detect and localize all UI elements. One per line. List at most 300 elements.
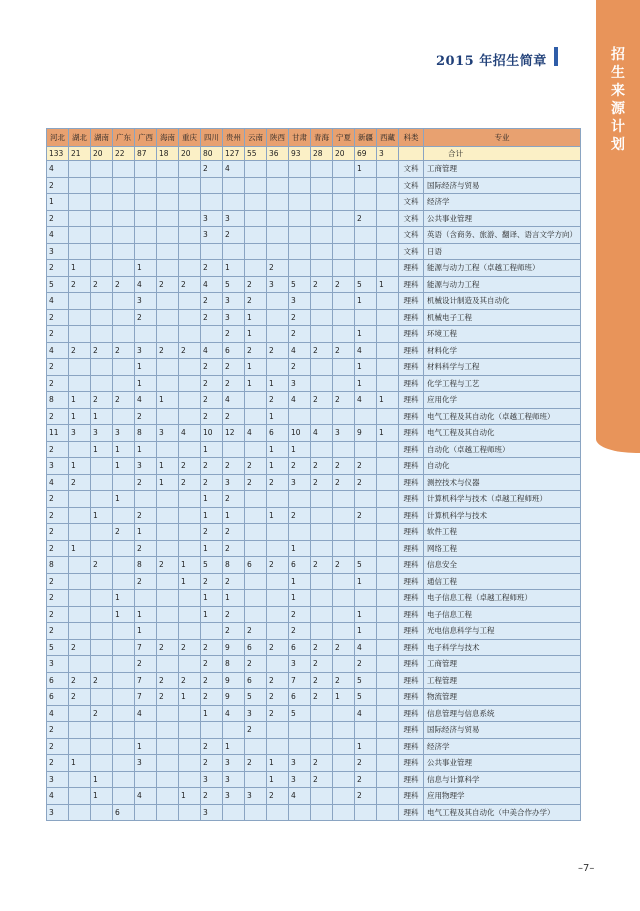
quota-cell: 2 xyxy=(157,557,179,574)
category-cell: 理科 xyxy=(399,408,424,425)
quota-cell: 2 xyxy=(91,392,113,409)
quota-cell: 1 xyxy=(135,375,157,392)
total-cell: 20 xyxy=(179,147,201,161)
quota-cell xyxy=(179,177,201,194)
quota-cell: 2 xyxy=(289,309,311,326)
quota-cell xyxy=(113,689,135,706)
column-header: 甘肃 xyxy=(289,129,311,147)
quota-cell: 2 xyxy=(91,557,113,574)
quota-cell xyxy=(377,441,399,458)
quota-cell xyxy=(91,309,113,326)
quota-cell: 9 xyxy=(223,639,245,656)
column-header: 海南 xyxy=(157,129,179,147)
table-row xyxy=(47,194,581,211)
quota-cell: 5 xyxy=(201,557,223,574)
major-cell: 物流管理 xyxy=(424,689,581,706)
quota-cell: 2 xyxy=(47,375,69,392)
quota-cell xyxy=(157,524,179,541)
quota-cell: 4 xyxy=(245,425,267,442)
quota-cell xyxy=(91,573,113,590)
quota-cell xyxy=(135,590,157,607)
quota-cell: 6 xyxy=(289,639,311,656)
quota-cell xyxy=(377,771,399,788)
table-row xyxy=(47,359,581,376)
quota-cell xyxy=(157,540,179,557)
quota-cell: 2 xyxy=(47,491,69,508)
category-cell: 文科 xyxy=(399,243,424,260)
quota-cell: 1 xyxy=(69,755,91,772)
quota-cell xyxy=(311,227,333,244)
quota-cell xyxy=(157,227,179,244)
quota-cell xyxy=(311,161,333,178)
quota-cell xyxy=(267,623,289,640)
quota-cell xyxy=(377,573,399,590)
category-cell: 理科 xyxy=(399,540,424,557)
quota-cell xyxy=(245,177,267,194)
quota-cell xyxy=(311,293,333,310)
quota-cell xyxy=(91,243,113,260)
quota-cell xyxy=(245,590,267,607)
quota-cell: 1 xyxy=(201,491,223,508)
quota-cell: 3 xyxy=(47,243,69,260)
quota-cell xyxy=(157,804,179,821)
quota-cell: 2 xyxy=(223,326,245,343)
quota-cell xyxy=(179,375,201,392)
quota-cell xyxy=(355,177,377,194)
quota-cell: 3 xyxy=(289,474,311,491)
quota-cell xyxy=(333,705,355,722)
quota-cell: 4 xyxy=(47,788,69,805)
major-cell: 自动化（卓越工程师班） xyxy=(424,441,581,458)
quota-cell: 2 xyxy=(245,458,267,475)
major-cell: 国际经济与贸易 xyxy=(424,722,581,739)
quota-cell xyxy=(377,639,399,656)
quota-cell: 2 xyxy=(267,689,289,706)
quota-cell: 4 xyxy=(47,342,69,359)
quota-cell: 5 xyxy=(245,689,267,706)
category-cell: 理科 xyxy=(399,375,424,392)
quota-cell xyxy=(179,606,201,623)
table-row xyxy=(47,722,581,739)
quota-cell xyxy=(355,194,377,211)
major-cell: 能源与动力工程 xyxy=(424,276,581,293)
quota-cell: 3 xyxy=(47,656,69,673)
quota-cell: 2 xyxy=(157,672,179,689)
quota-cell: 2 xyxy=(135,408,157,425)
quota-cell: 3 xyxy=(223,309,245,326)
quota-cell: 2 xyxy=(91,276,113,293)
quota-cell: 5 xyxy=(47,276,69,293)
quota-cell xyxy=(113,771,135,788)
table-row xyxy=(47,639,581,656)
quota-cell: 3 xyxy=(47,458,69,475)
quota-cell: 5 xyxy=(289,276,311,293)
quota-cell: 2 xyxy=(245,755,267,772)
quota-cell xyxy=(179,441,201,458)
quota-cell: 12 xyxy=(223,425,245,442)
quota-cell xyxy=(201,623,223,640)
quota-cell: 2 xyxy=(333,458,355,475)
quota-cell: 8 xyxy=(135,557,157,574)
quota-cell: 2 xyxy=(135,309,157,326)
quota-cell: 5 xyxy=(355,672,377,689)
quota-cell: 2 xyxy=(223,524,245,541)
quota-cell: 5 xyxy=(355,557,377,574)
quota-cell xyxy=(245,408,267,425)
quota-cell: 1 xyxy=(267,755,289,772)
quota-cell xyxy=(69,590,91,607)
quota-cell: 2 xyxy=(311,672,333,689)
quota-cell: 2 xyxy=(355,507,377,524)
quota-cell: 4 xyxy=(179,425,201,442)
table-row xyxy=(47,524,581,541)
quota-cell: 2 xyxy=(47,606,69,623)
major-cell: 光电信息科学与工程 xyxy=(424,623,581,640)
quota-cell xyxy=(113,788,135,805)
quota-cell xyxy=(333,573,355,590)
quota-cell xyxy=(179,738,201,755)
column-header: 湖北 xyxy=(69,129,91,147)
quota-cell xyxy=(289,260,311,277)
quota-cell xyxy=(157,590,179,607)
category-cell: 文科 xyxy=(399,177,424,194)
quota-cell xyxy=(311,623,333,640)
quota-cell: 3 xyxy=(201,227,223,244)
quota-cell xyxy=(157,738,179,755)
quota-cell xyxy=(157,194,179,211)
quota-cell xyxy=(69,507,91,524)
total-cell: 36 xyxy=(267,147,289,161)
total-cell: 3 xyxy=(377,147,399,161)
quota-cell xyxy=(91,161,113,178)
table-row xyxy=(47,342,581,359)
quota-cell xyxy=(179,392,201,409)
quota-cell: 4 xyxy=(201,276,223,293)
quota-cell: 2 xyxy=(333,474,355,491)
column-header: 云南 xyxy=(245,129,267,147)
quota-cell xyxy=(377,623,399,640)
quota-cell: 5 xyxy=(47,639,69,656)
table-row xyxy=(47,441,581,458)
quota-cell: 2 xyxy=(113,392,135,409)
quota-cell xyxy=(91,474,113,491)
quota-cell: 2 xyxy=(267,639,289,656)
quota-cell: 2 xyxy=(47,260,69,277)
quota-cell xyxy=(157,507,179,524)
quota-cell xyxy=(69,557,91,574)
quota-cell xyxy=(377,458,399,475)
major-cell: 国际经济与贸易 xyxy=(424,177,581,194)
quota-cell xyxy=(289,243,311,260)
quota-cell: 3 xyxy=(223,788,245,805)
quota-cell: 2 xyxy=(47,590,69,607)
quota-cell xyxy=(69,293,91,310)
column-header: 专业 xyxy=(424,129,581,147)
quota-cell: 3 xyxy=(201,804,223,821)
quota-cell xyxy=(113,656,135,673)
quota-cell: 1 xyxy=(69,458,91,475)
quota-cell xyxy=(333,243,355,260)
quota-cell: 4 xyxy=(47,474,69,491)
quota-cell: 3 xyxy=(245,788,267,805)
quota-cell xyxy=(135,210,157,227)
quota-cell: 2 xyxy=(201,359,223,376)
quota-cell xyxy=(157,755,179,772)
quota-cell: 2 xyxy=(311,689,333,706)
quota-cell: 2 xyxy=(47,573,69,590)
quota-cell: 1 xyxy=(355,623,377,640)
table-header-row xyxy=(47,129,581,147)
quota-cell: 2 xyxy=(311,771,333,788)
quota-cell xyxy=(333,177,355,194)
quota-cell: 4 xyxy=(289,342,311,359)
total-cell: 133 xyxy=(47,147,69,161)
quota-cell xyxy=(267,293,289,310)
quota-cell: 2 xyxy=(267,392,289,409)
quota-cell: 3 xyxy=(91,425,113,442)
quota-cell: 2 xyxy=(311,342,333,359)
category-cell: 理科 xyxy=(399,606,424,623)
quota-cell xyxy=(289,227,311,244)
quota-cell xyxy=(135,326,157,343)
quota-cell xyxy=(267,210,289,227)
quota-cell xyxy=(267,243,289,260)
quota-cell: 1 xyxy=(267,458,289,475)
quota-cell: 3 xyxy=(267,276,289,293)
major-cell: 经济学 xyxy=(424,738,581,755)
quota-cell xyxy=(245,260,267,277)
total-cell: 20 xyxy=(91,147,113,161)
total-cell: 21 xyxy=(69,147,91,161)
quota-cell: 5 xyxy=(355,276,377,293)
category-cell: 理科 xyxy=(399,441,424,458)
quota-cell: 3 xyxy=(201,771,223,788)
quota-cell: 3 xyxy=(289,656,311,673)
quota-cell xyxy=(355,590,377,607)
major-cell: 自动化 xyxy=(424,458,581,475)
quota-cell xyxy=(333,260,355,277)
quota-cell xyxy=(311,788,333,805)
quota-cell xyxy=(179,507,201,524)
quota-cell: 3 xyxy=(289,755,311,772)
quota-cell xyxy=(355,408,377,425)
quota-cell xyxy=(157,375,179,392)
quota-cell xyxy=(245,540,267,557)
quota-cell xyxy=(311,524,333,541)
quota-cell xyxy=(333,507,355,524)
quota-cell xyxy=(135,177,157,194)
quota-cell xyxy=(113,738,135,755)
quota-cell xyxy=(333,623,355,640)
quota-cell: 2 xyxy=(267,342,289,359)
quota-cell: 2 xyxy=(179,474,201,491)
quota-cell xyxy=(179,623,201,640)
category-cell: 理科 xyxy=(399,342,424,359)
quota-cell xyxy=(157,623,179,640)
quota-cell xyxy=(113,161,135,178)
quota-cell: 3 xyxy=(47,804,69,821)
quota-cell xyxy=(377,606,399,623)
quota-cell xyxy=(311,573,333,590)
category-cell: 文科 xyxy=(399,194,424,211)
table-row xyxy=(47,326,581,343)
quota-cell: 5 xyxy=(289,705,311,722)
quota-cell: 1 xyxy=(355,161,377,178)
quota-cell: 4 xyxy=(311,425,333,442)
quota-cell: 1 xyxy=(179,557,201,574)
quota-cell xyxy=(91,375,113,392)
column-header: 四川 xyxy=(201,129,223,147)
quota-cell xyxy=(179,408,201,425)
quota-cell xyxy=(355,491,377,508)
table-row xyxy=(47,705,581,722)
quota-cell: 4 xyxy=(355,639,377,656)
quota-cell: 1 xyxy=(223,590,245,607)
quota-cell xyxy=(377,161,399,178)
quota-cell: 2 xyxy=(47,326,69,343)
quota-cell xyxy=(245,606,267,623)
major-cell: 工商管理 xyxy=(424,656,581,673)
quota-cell: 2 xyxy=(179,458,201,475)
quota-cell: 1 xyxy=(157,458,179,475)
major-cell: 公共事业管理 xyxy=(424,755,581,772)
quota-cell xyxy=(333,771,355,788)
table-row xyxy=(47,738,581,755)
quota-cell xyxy=(69,210,91,227)
category-cell: 理科 xyxy=(399,689,424,706)
quota-cell xyxy=(289,738,311,755)
quota-cell xyxy=(333,606,355,623)
quota-cell xyxy=(157,722,179,739)
major-cell: 应用化学 xyxy=(424,392,581,409)
quota-cell: 2 xyxy=(355,788,377,805)
quota-cell: 2 xyxy=(223,375,245,392)
quota-cell xyxy=(311,804,333,821)
category-cell: 理科 xyxy=(399,524,424,541)
quota-cell: 1 xyxy=(267,771,289,788)
quota-cell xyxy=(157,606,179,623)
quota-cell: 1 xyxy=(135,738,157,755)
quota-cell xyxy=(311,705,333,722)
quota-cell xyxy=(333,194,355,211)
table-row xyxy=(47,227,581,244)
quota-cell xyxy=(91,804,113,821)
quota-cell: 2 xyxy=(289,606,311,623)
quota-cell: 4 xyxy=(355,705,377,722)
quota-cell xyxy=(377,309,399,326)
quota-cell: 1 xyxy=(377,276,399,293)
major-cell: 电气工程及其自动化 xyxy=(424,425,581,442)
quota-cell: 8 xyxy=(223,656,245,673)
quota-cell: 3 xyxy=(135,293,157,310)
quota-cell xyxy=(91,639,113,656)
table-row xyxy=(47,590,581,607)
quota-cell xyxy=(179,243,201,260)
quota-cell: 2 xyxy=(267,705,289,722)
quota-cell xyxy=(69,524,91,541)
quota-cell xyxy=(377,194,399,211)
quota-cell xyxy=(69,309,91,326)
quota-cell: 2 xyxy=(47,359,69,376)
quota-cell xyxy=(91,623,113,640)
column-header: 宁夏 xyxy=(333,129,355,147)
quota-cell: 1 xyxy=(289,540,311,557)
major-cell: 测控技术与仪器 xyxy=(424,474,581,491)
side-tab-label: 招生来源计划 xyxy=(611,47,625,153)
table-row xyxy=(47,260,581,277)
category-cell: 理科 xyxy=(399,326,424,343)
quota-cell xyxy=(311,507,333,524)
total-cell: 69 xyxy=(355,147,377,161)
quota-cell xyxy=(91,194,113,211)
quota-cell: 2 xyxy=(135,656,157,673)
quota-cell: 2 xyxy=(333,639,355,656)
quota-cell: 2 xyxy=(157,639,179,656)
quota-cell: 1 xyxy=(135,260,157,277)
quota-cell: 3 xyxy=(201,210,223,227)
quota-cell: 1 xyxy=(245,375,267,392)
quota-cell: 2 xyxy=(201,524,223,541)
quota-cell: 2 xyxy=(289,359,311,376)
category-cell: 理科 xyxy=(399,573,424,590)
quota-cell: 1 xyxy=(135,623,157,640)
quota-cell: 1 xyxy=(355,326,377,343)
quota-cell xyxy=(311,210,333,227)
quota-cell: 2 xyxy=(223,408,245,425)
quota-cell: 1 xyxy=(179,573,201,590)
quota-cell xyxy=(289,722,311,739)
quota-cell xyxy=(91,540,113,557)
quota-cell xyxy=(69,788,91,805)
quota-cell xyxy=(377,755,399,772)
quota-cell: 2 xyxy=(201,375,223,392)
quota-cell xyxy=(333,359,355,376)
quota-cell: 2 xyxy=(47,408,69,425)
quota-cell xyxy=(223,804,245,821)
quota-cell: 3 xyxy=(135,755,157,772)
quota-cell: 7 xyxy=(289,672,311,689)
quota-cell: 2 xyxy=(201,260,223,277)
quota-cell xyxy=(311,441,333,458)
table-row xyxy=(47,309,581,326)
quota-cell xyxy=(157,260,179,277)
quota-cell xyxy=(157,210,179,227)
quota-cell xyxy=(245,194,267,211)
quota-cell: 2 xyxy=(245,276,267,293)
quota-cell xyxy=(201,194,223,211)
total-cell: 87 xyxy=(135,147,157,161)
table-row xyxy=(47,425,581,442)
quota-cell xyxy=(333,326,355,343)
quota-cell: 1 xyxy=(267,507,289,524)
table-total-row xyxy=(47,147,581,161)
quota-cell: 1 xyxy=(157,392,179,409)
quota-cell: 3 xyxy=(223,771,245,788)
quota-cell: 1 xyxy=(377,425,399,442)
quota-cell: 6 xyxy=(47,689,69,706)
category-cell: 理科 xyxy=(399,276,424,293)
quota-cell: 2 xyxy=(113,342,135,359)
quota-cell: 1 xyxy=(91,771,113,788)
quota-cell xyxy=(113,359,135,376)
quota-cell: 5 xyxy=(223,276,245,293)
quota-cell xyxy=(179,540,201,557)
major-cell: 公共事业管理 xyxy=(424,210,581,227)
category-cell: 理科 xyxy=(399,557,424,574)
quota-cell: 3 xyxy=(289,375,311,392)
quota-cell: 4 xyxy=(355,342,377,359)
quota-cell: 2 xyxy=(355,458,377,475)
